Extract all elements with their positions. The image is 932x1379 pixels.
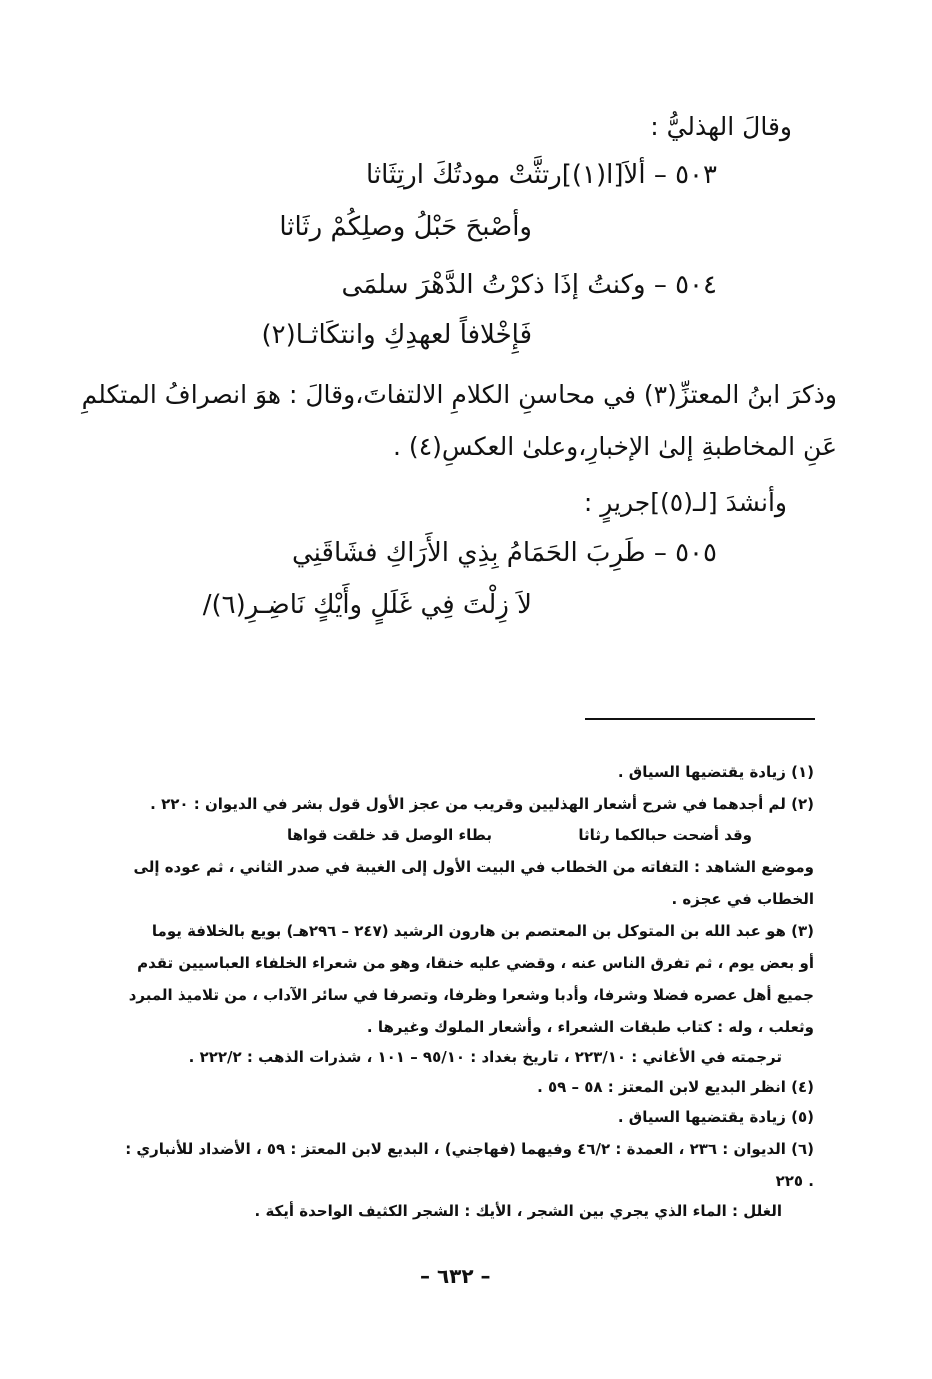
paragraph-line-3: وأنشدَ [لـ(٥)]جريرٍ : <box>583 488 787 517</box>
footnote-2-note-line-2: الخطاب في عجزه . <box>671 890 814 908</box>
footnote-1: (١) زيادة يقتضيها السياق . <box>617 763 814 781</box>
verse-504-first-hemistich: ٥٠٤ – وكنتُ إذَا ذكرْتُ الدَّهْرَ سلمَى <box>341 270 717 300</box>
footnote-2-note-line-1: وموضع الشاهد : التفاته من الخطاب في البيت الأول إلى الغيبة في صدر الثاني ، ثم عوده إلى <box>133 858 814 876</box>
footnote-separator <box>585 718 815 720</box>
verse-503-second-hemistich: وأصْبحَ حَبْلُ وصلِكُمْ رثَاثا <box>279 212 532 242</box>
footnote-6-line-2: ٢٢٥ . <box>775 1172 814 1190</box>
paragraph-line-2: عَنِ المخاطبةِ إلىٰ الإخبارِ،وعلىٰ العكسِ(٤) . <box>393 432 837 461</box>
footnote-3-line-2: أو بعض يوم ، ثم تفرق الناس عنه ، وقضي عليه خنقا، وهو من شعراء الخلفاء العباسيين تقدم <box>137 954 814 972</box>
intro-line: وقالَ الهذليُّ : <box>650 112 792 141</box>
verse-505-first-hemistich: ٥٠٥ – طَرِبَ الحَمَامُ بِذِي الأَرَاكِ فشَاقَنِي <box>292 538 717 568</box>
footnote-6-line-3: الغلل : الماء الذي يجري بين الشجر ، الأيك : الشجر الكثيف الواحدة أيكة . <box>254 1202 782 1220</box>
verse-505-second-hemistich: لاَ زِلْتَ فِي غَلَلٍ وأَيْكٍ نَاضِـرِ(٦)/ <box>202 590 532 620</box>
footnote-2-verse-second: بطاء الوصل قد خلقت قواها <box>287 826 492 844</box>
footnote-3-line-1: (٣) هو عبد الله بن المتوكل بن المعتصم بن هارون الرشيد (٢٤٧ – ٢٩٦هـ) بويع بالخلافة يوما <box>151 922 814 940</box>
footnote-3-line-5: ترجمته في الأغاني : ٢٢٣/١٠ ، تاريخ بغداد : ٩٥/١٠ – ١٠١ ، شذرات الذهب : ٢٢٢/٢ . <box>188 1048 782 1066</box>
footnote-5: (٥) زيادة يقتضيها السياق . <box>617 1108 814 1126</box>
page-number: – ٦٣٢ – <box>420 1264 491 1288</box>
footnote-2-verse-first: وقد أضحت حبالكما رثاثا <box>578 826 752 844</box>
footnote-3-line-4: وثعلب ، وله : كتاب طبقات الشعراء ، وأشعار الملوك وغيرها . <box>366 1018 814 1036</box>
footnote-6-line-1: (٦) الديوان : ٢٣٦ ، العمدة : ٤٦/٢ وفيهما (فهاجني) ، البديع لابن المعتز : ٥٩ ، الأضداد للأنباري : <box>125 1140 814 1158</box>
verse-503-first-hemistich: ٥٠٣ – ألاَ[ا(١)]رتثَّتْ مودتُكَ ارتِثَاثا <box>366 160 717 190</box>
footnote-4: (٤) انظر البديع لابن المعتز : ٥٨ – ٥٩ . <box>537 1078 814 1096</box>
paragraph-line-1: وذكرَ ابنُ المعتزِّ(٣) في محاسنِ الكلامِ الالتفاتَ،وقالَ : هوَ انصرافُ المتكلمِ <box>81 380 837 409</box>
footnote-2: (٢) لم أجدهما في شرح أشعار الهذليين وقريب من عجز الأول قول بشر في الديوان : ٢٢٠ . <box>150 795 814 813</box>
footnote-3-line-3: جميع أهل عصره فضلا وشرفا، وأدبا وشعرا وظرفا، وتصرفا في سائر الآداب ، من تلاميذ المبرد <box>128 986 814 1004</box>
verse-504-second-hemistich: فَإِخْلافاً لعهدِكِ وانتكَاثـا(٢) <box>261 320 532 350</box>
